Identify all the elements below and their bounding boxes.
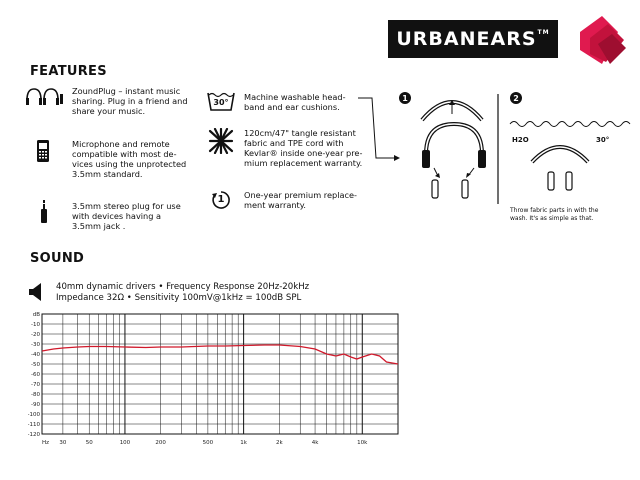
x-axis-unit: Hz [42,440,50,446]
wash-caption-line: wash. It's as simple as that. [510,215,594,222]
feature-microphone [72,139,186,179]
y-tick-label: -60 [31,372,40,378]
fabric-icon [207,128,235,154]
sound-spec-line: Impedance 32Ω • Sensitivity 100mV@1kHz = 100dB SPL [56,293,302,303]
x-tick-label: 100 [119,440,131,446]
feature-line: Kevlar® inside one-year pre- [244,148,363,158]
chart-grid [42,314,398,434]
x-tick-label: 1k [240,440,247,446]
brand-logo [388,20,558,58]
x-tick-label: 2k [275,440,283,446]
features-heading: FEATURES [30,64,107,79]
feature-line: 3.5mm standard. [72,169,143,179]
phone-icon [36,139,50,163]
feature-line: band and ear cushions. [244,102,340,112]
x-tick-label: 30 [59,440,67,446]
y-tick-label: -20 [31,332,40,338]
feature-line: 3.5mm jack . [72,221,126,231]
headphones-share-icon [24,86,64,108]
frequency-response-line [42,345,398,364]
y-tick-label: -120 [28,432,40,438]
jack-plug-icon [40,200,48,224]
y-tick-label: -100 [28,412,40,418]
chart-y-ticks [28,312,40,438]
feature-line: mium replacement warranty. [244,158,363,168]
brand-mark-icon [572,10,632,70]
brand-tm: TM [537,29,550,36]
feature-fabric [244,128,362,168]
feature-line: Microphone and remote [72,139,170,149]
y-tick-label: -90 [31,402,40,408]
sound-heading: SOUND [30,251,85,266]
wash-diagram [350,88,640,238]
chart-x-ticks [42,440,368,446]
warranty-number: 1 [217,194,225,205]
sound-specs [56,282,309,304]
y-tick-label: -30 [31,342,40,348]
y-tick-label: -10 [31,322,40,328]
wash-temp-30: 30° [596,136,610,144]
feature-zoundplug [72,86,188,116]
x-tick-label: 50 [85,440,93,446]
feature-line: ment warranty. [244,200,307,210]
y-tick-label: -80 [31,392,40,398]
sound-spec-line: 40mm dynamic drivers • Frequency Response 20Hz-20kHz [56,282,310,292]
feature-line: with devices having a [72,211,162,221]
feature-line: fabric and TPE cord with [244,138,344,148]
y-tick-label: -70 [31,382,40,388]
feature-jack [72,201,181,231]
feature-washable [244,92,346,112]
feature-line: share your music. [72,106,146,116]
speaker-icon [28,282,44,302]
x-tick-label: 10k [357,440,368,446]
y-tick-label: -50 [31,362,40,368]
feature-line: Machine washable head- [244,92,346,102]
feature-line: 120cm/47" tangle resistant [244,128,356,138]
wash-30-icon [207,90,235,112]
feature-line: ZoundPlug – instant music [72,86,181,96]
feature-warranty [244,190,357,210]
x-tick-label: 4k [311,440,319,446]
wash-temp-label: 30° [213,98,229,107]
step-1-label: 1 [402,94,408,103]
x-tick-label: 500 [202,440,214,446]
step-2-label: 2 [513,94,519,103]
feature-line: 3.5mm stereo plug for use [72,201,181,211]
feature-line: compatible with most de- [72,149,177,159]
y-tick-label: -40 [31,352,40,358]
y-tick-label: -110 [28,422,40,428]
feature-line: vices using the unprotected [72,159,187,169]
x-tick-label: 200 [155,440,166,446]
water-label: H2O [512,136,529,144]
brand-name: URBANEARS [396,28,537,50]
feature-line: sharing. Plug in a friend and [72,96,188,106]
feature-line: One-year premium replace- [244,190,357,200]
warranty-1-icon [211,190,231,210]
y-tick-label: dB [32,312,40,318]
frequency-response-chart [28,310,408,448]
wash-caption-line: Throw fabric parts in with the [510,207,599,214]
